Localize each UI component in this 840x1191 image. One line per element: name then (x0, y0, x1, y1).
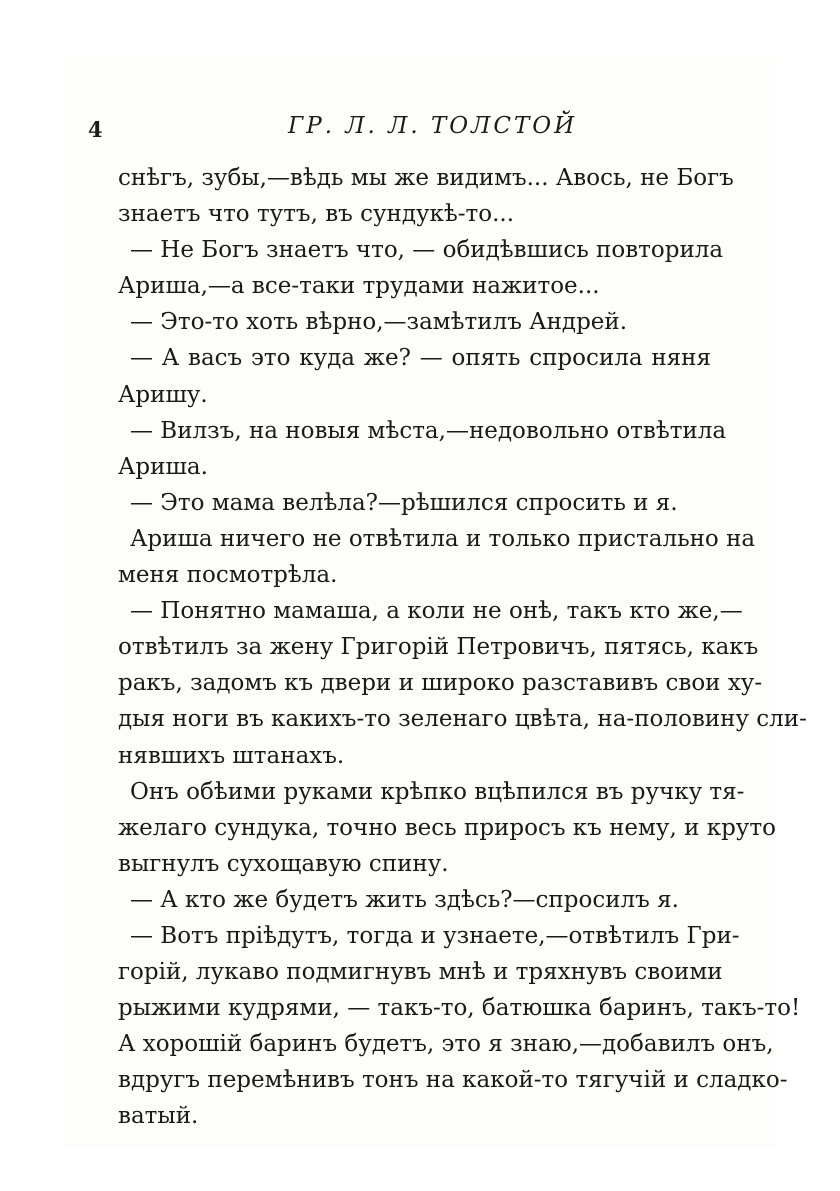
page-header (88, 113, 728, 145)
text-line: горій, лукаво подмигнувъ мнѣ и тряхнувъ своими (118, 959, 723, 986)
text-line: выгнулъ сухощавую спину. (118, 850, 449, 877)
text-line: — Понятно мамаша, а коли не онѣ, такъ кто же,— (130, 598, 743, 625)
text-line: Ариша ничего не отвѣтила и только пристально на (130, 525, 756, 552)
text-line: нявшихъ штанахъ. (118, 742, 345, 769)
text-line: дыя ноги въ какихъ-то зеленаго цвѣта, на-половину сли- (118, 706, 807, 733)
text-line: — Это мама велѣла?—рѣшился спросить и я. (130, 489, 678, 516)
text-line: Ариша. (118, 453, 208, 480)
text-line: — А кто же будетъ жить здѣсь?—спросилъ я. (130, 886, 679, 913)
text-line: снѣгъ, зубы,—вѣдь мы же видимъ... Авось, не Богъ (118, 165, 734, 191)
text-line: Аришу. (118, 381, 208, 408)
text-line: рыжими кудрями, — такъ-то, батюшка баринъ, такъ-то! (118, 995, 801, 1022)
page-number: 4 (88, 117, 103, 142)
text-line: меня посмотрѣла. (118, 562, 338, 589)
body-text (118, 160, 807, 1135)
text-line: отвѣтилъ за жену Григорій Петровичъ, пятясь, какъ (118, 634, 759, 661)
text-line: — Вилзъ, на новыя мѣста,—недовольно отвѣтила (130, 417, 727, 444)
text-line: желаго сундука, точно весь приросъ къ нему, и круто (118, 814, 776, 841)
text-line: — Не Богъ знаетъ что, — обидѣвшись повторила (130, 237, 724, 264)
text-line: ракъ, задомъ къ двери и широко разставивъ свои ху- (118, 670, 763, 697)
text-line: — Это-то хоть вѣрно,—замѣтилъ Андрей. (130, 309, 628, 336)
running-head: ГР. Л. Л. ТОЛСТОЙ (288, 113, 578, 139)
text-line: Ариша,—а все-таки трудами нажитое... (118, 273, 600, 300)
text-line: А хорошій баринъ будетъ, это я знаю,—добавилъ онъ, (118, 1031, 774, 1058)
text-line: ватый. (118, 1103, 199, 1130)
text-line: — Вотъ пріѣдутъ, тогда и узнаете,—отвѣтилъ Гри- (130, 922, 740, 949)
text-line: вдругъ перемѣнивъ тонъ на какой-то тягучій и сладко- (118, 1067, 788, 1094)
text-line: Онъ обѣими руками крѣпко вцѣпился въ ручку тя- (130, 778, 745, 805)
text-line: — А васъ это куда же? — опять спросила няня (130, 345, 711, 372)
text-line: знаетъ что тутъ, въ сундукѣ-то... (118, 201, 515, 228)
